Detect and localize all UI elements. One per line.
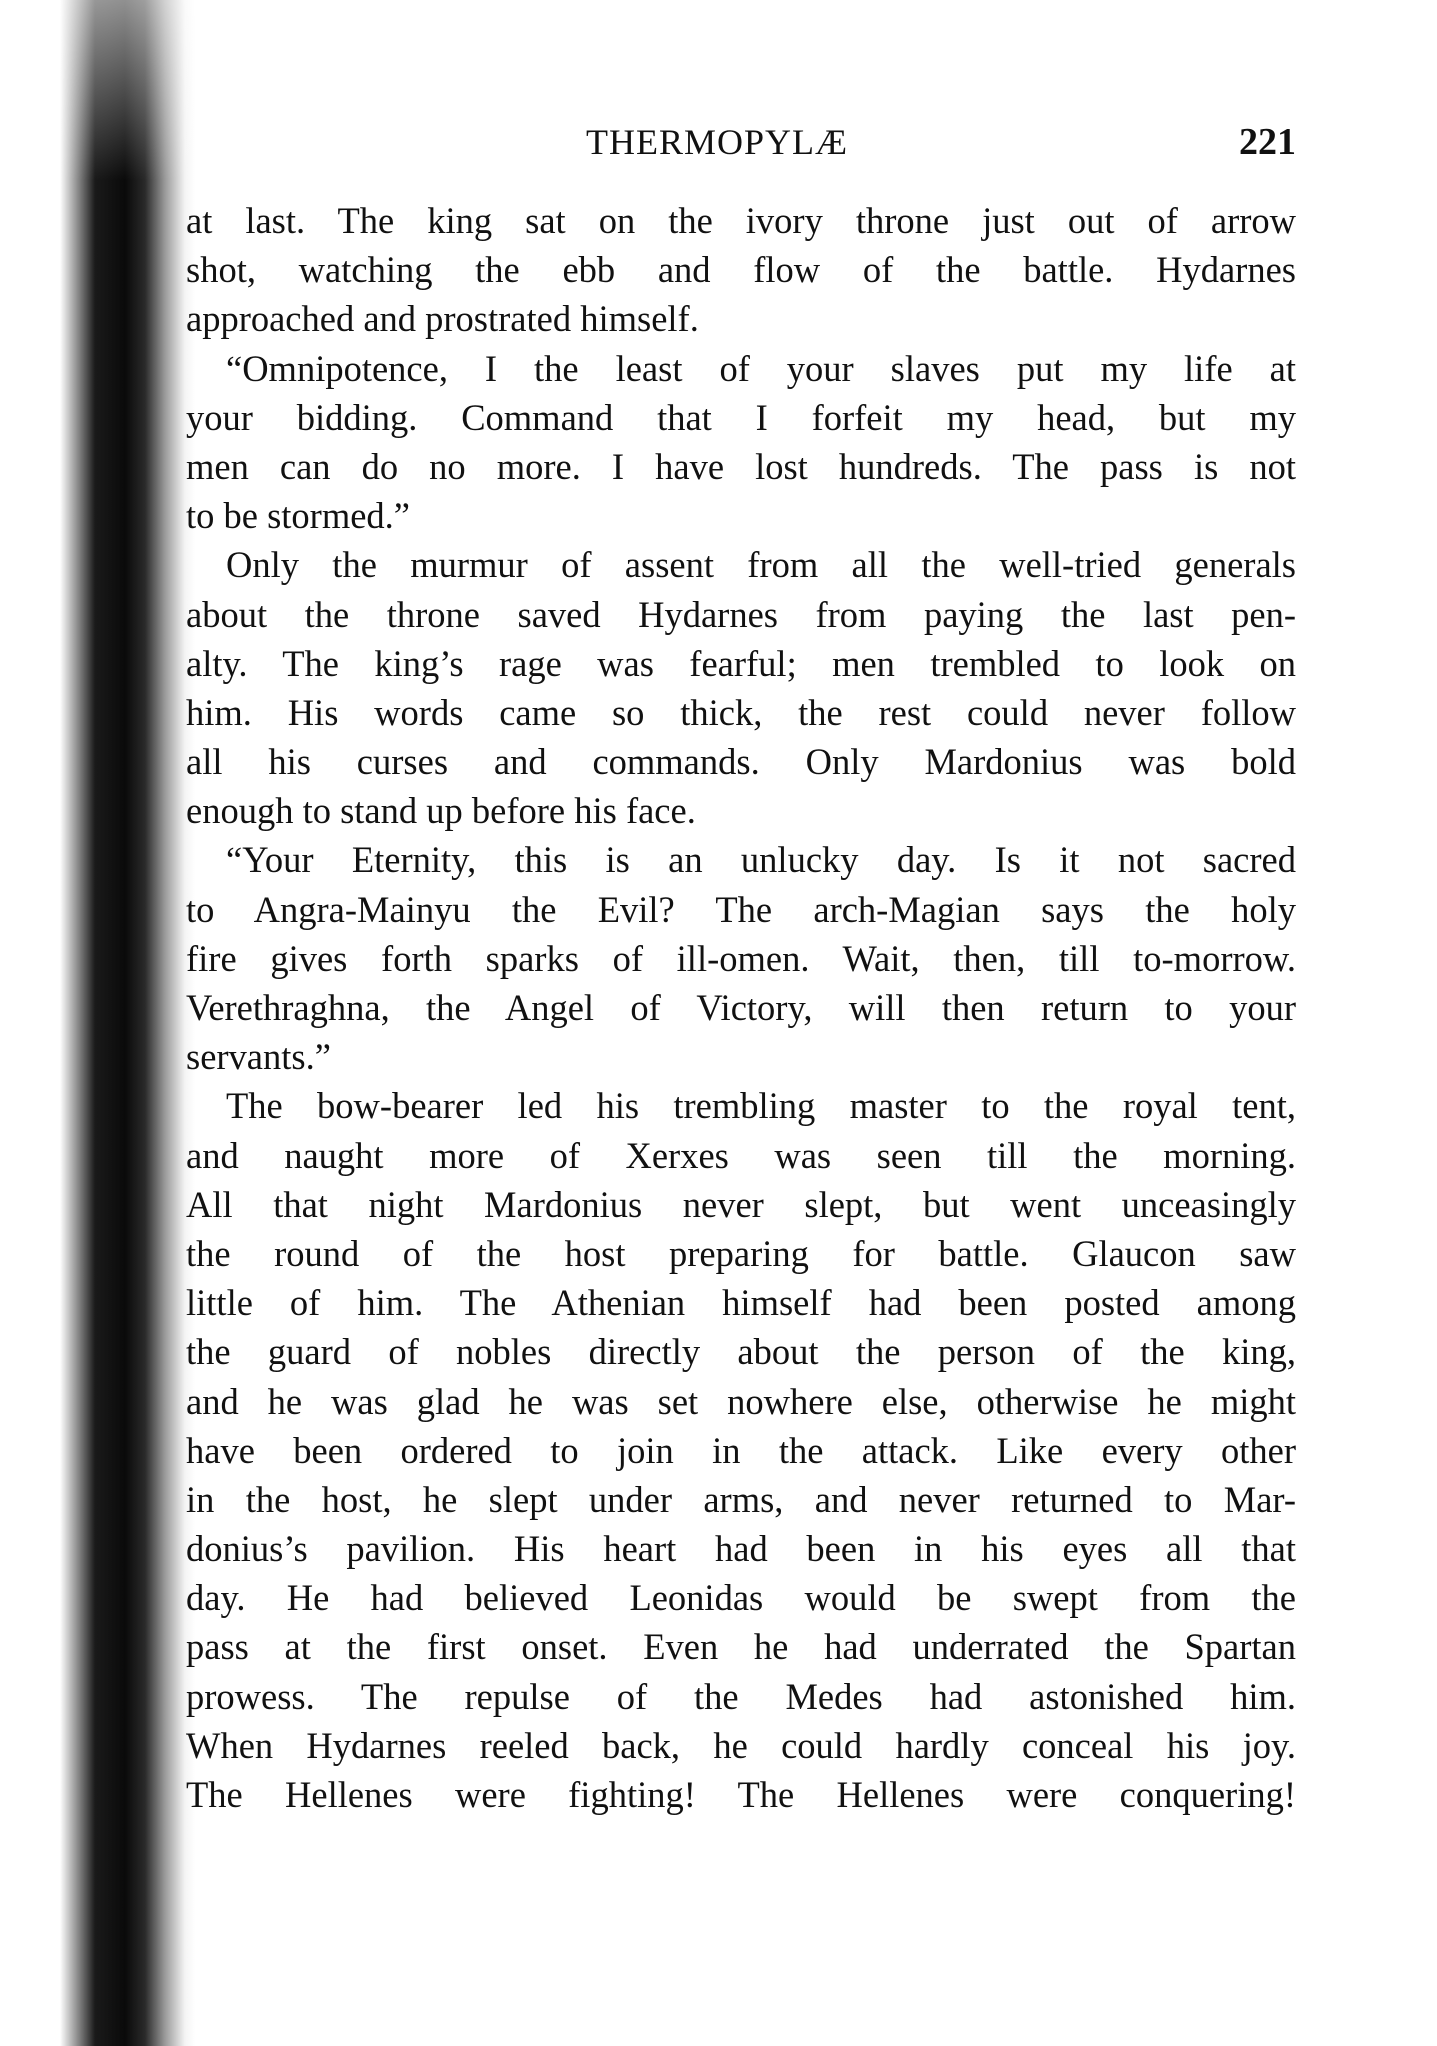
- text-line: little of him. The Athenian himself had been posted among: [186, 1282, 1296, 1324]
- text-line: men can do no more. I have lost hundreds. The pass is not: [186, 445, 1296, 487]
- text-line: all his curses and commands. Only Mardonius was bold: [186, 741, 1296, 783]
- text-line: Only the murmur of assent from all the well-tried generals: [226, 544, 1296, 586]
- text-line: the round of the host preparing for battle. Glaucon saw: [186, 1232, 1296, 1274]
- text-line: “Omnipotence, I the least of your slaves put my life at: [226, 347, 1296, 389]
- text-line: approached and prostrated himself.: [186, 298, 699, 340]
- text-line: about the throne saved Hydarnes from paying the last pen-: [186, 593, 1296, 635]
- text-line: alty. The king’s rage was fearful; men trembled to look on: [186, 642, 1296, 684]
- text-line: servants.”: [186, 1036, 331, 1078]
- text-line: The bow-bearer led his trembling master to the royal tent,: [226, 1085, 1296, 1127]
- text-line: enough to stand up before his face.: [186, 790, 696, 832]
- text-line: pass at the first onset. Even he had underrated the Spartan: [186, 1626, 1296, 1668]
- text-line: donius’s pavilion. His heart had been in his eyes all that: [186, 1528, 1296, 1570]
- text-line: day. He had believed Leonidas would be swept from the: [186, 1577, 1296, 1619]
- text-line: the guard of nobles directly about the person of the king,: [186, 1331, 1296, 1373]
- binding-gutter-fade: [0, 0, 195, 180]
- text-line: All that night Mardonius never slept, but went unceasingly: [186, 1183, 1296, 1225]
- text-line: your bidding. Command that I forfeit my head, but my: [186, 396, 1296, 438]
- page-number: 221: [1239, 121, 1296, 163]
- running-head: [186, 112, 1296, 172]
- text-line: have been ordered to join in the attack. Like every other: [186, 1429, 1296, 1471]
- text-line: and he was glad he was set nowhere else, otherwise he might: [186, 1380, 1296, 1422]
- text-line: prowess. The repulse of the Medes had astonished him.: [186, 1675, 1296, 1717]
- text-line: to be stormed.”: [186, 495, 411, 537]
- text-line: shot, watching the ebb and flow of the battle. Hydarnes: [186, 249, 1296, 291]
- body-text: [186, 196, 1296, 1819]
- text-line: fire gives forth sparks of ill-omen. Wait, then, till to-morrow.: [186, 937, 1296, 979]
- text-line: The Hellenes were fighting! The Hellenes were conquering!: [186, 1774, 1296, 1815]
- running-title: THERMOPYLÆ: [586, 122, 849, 162]
- text-line: “Your Eternity, this is an unlucky day. Is it not sacred: [226, 839, 1296, 881]
- text-line: at last. The king sat on the ivory throne just out of arrow: [186, 200, 1296, 241]
- text-line: to Angra-Mainyu the Evil? The arch-Magian says the holy: [186, 888, 1296, 930]
- text-line: him. His words came so thick, the rest could never follow: [186, 691, 1296, 733]
- binding-gutter-shadow: [0, 0, 195, 2046]
- text-line: When Hydarnes reeled back, he could hardly conceal his joy.: [186, 1724, 1296, 1766]
- text-line: and naught more of Xerxes was seen till the morning.: [186, 1134, 1296, 1176]
- text-line: in the host, he slept under arms, and never returned to Mar-: [186, 1478, 1296, 1520]
- text-line: Verethraghna, the Angel of Victory, will then return to your: [186, 987, 1296, 1028]
